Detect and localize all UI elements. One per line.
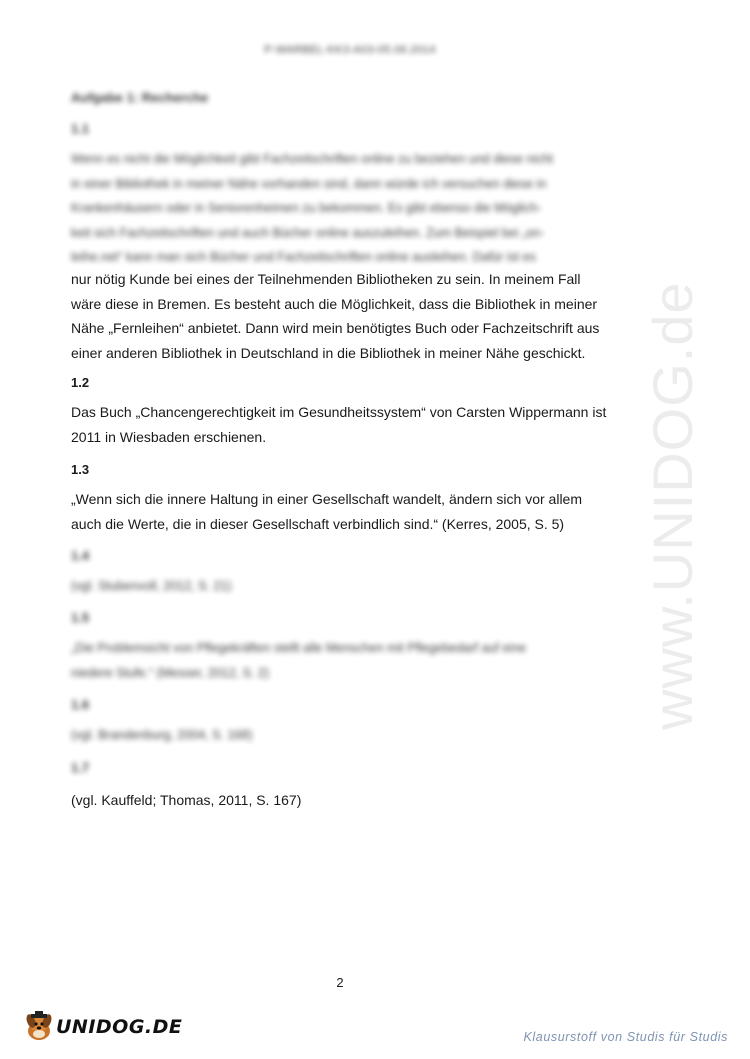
text-line: Das Buch „Chancengerechtigkeit im Gesundheitssystem“ von Carsten Wippermann ist (71, 404, 607, 420)
section-number: 1.4 (71, 548, 90, 563)
text-line: niedere Stufe.“ (Messer, 2012, S. 2) (71, 665, 270, 680)
paragraph (71, 400, 616, 449)
text-line: einer anderen Bibliothek in Deutschland in die Bibliothek in meiner Nähe geschickt. (71, 344, 586, 361)
text-line: nur nötig Kunde bei eines der Teilnehmenden Bibliotheken zu sein. In meinem Fall (71, 271, 581, 287)
citation (71, 788, 616, 813)
text-line: (vgl. Kauffeld; Thomas, 2011, S. 167) (71, 792, 302, 808)
text-line: auch die Werte, die in dieser Gesellschaft verbindlich sind.“ (Kerres, 2005, S. 5) (71, 515, 565, 532)
section-number: 1.5 (71, 610, 90, 625)
section-number: 1.7 (71, 760, 90, 775)
text-line: in einer Bibliothek in meiner Nähe vorhanden sind, dann würde ich versuchen diese in (71, 176, 547, 191)
text-line: „Wenn sich die innere Haltung in einer Gesellschaft wandelt, ändern sich vor allem (71, 491, 583, 507)
text-line: wäre diese in Bremen. Es besteht auch die Möglichkeit, dass die Bibliothek in meiner (71, 295, 598, 312)
dog-mascot-icon (22, 1010, 56, 1044)
watermark: www.UNIDOG.de (641, 281, 704, 730)
section-number: 1.6 (71, 697, 90, 712)
slogan: Klausurstoff von Studis für Studis (523, 1030, 728, 1044)
paragraph-blurred (71, 147, 616, 270)
quote-paragraph (71, 487, 616, 536)
text-line: (vgl. Stubenvoll, 2012, S. 21) (71, 579, 232, 593)
section-number: 1.1 (71, 121, 90, 136)
page-number: 2 (336, 975, 344, 990)
paragraph (71, 267, 616, 365)
text-line: Nähe „Fernleihen“ anbietet. Dann wird mein benötigtes Buch oder Fachzeitschrift aus (71, 320, 600, 336)
document-code: P-WARBEL-KK3-A03-05.06.2014 (264, 44, 436, 56)
text-line: „Die Problemsicht von Pflegekräften stellt alle Menschen mit Pflegebedarf auf eine (71, 641, 527, 655)
task-title: Aufgabe 1: Recherche (71, 90, 209, 105)
text-line: (vgl. Brandenburg, 2004, S. 168) (71, 728, 253, 742)
text-line: keit sich Fachzeitschriften und auch Bücher online auszuleihen. Zum Beispiel bei „on- (71, 225, 545, 240)
quote-paragraph (71, 636, 616, 685)
text-line: 2011 in Wiesbaden erschienen. (71, 428, 267, 445)
section-number: 1.2 (71, 375, 90, 390)
citation (71, 574, 616, 599)
citation (71, 723, 616, 748)
logo-text: UNIDOG.DE (56, 1016, 183, 1038)
text-line: Krankenhäusern oder in Seniorenheimen zu bekommen. Es gibt ebenso die Möglich- (71, 201, 542, 215)
text-line: leihe.net“ kann man sich Bücher und Fachzeitschriften online ausleihen. Dafür ist es (71, 250, 536, 264)
section-number: 1.3 (71, 462, 90, 477)
text-line: Wenn es nicht die Möglichkeit gibt Fachzeitschriften online zu beziehen und diese nicht (71, 152, 553, 166)
unidog-logo (22, 1010, 182, 1044)
